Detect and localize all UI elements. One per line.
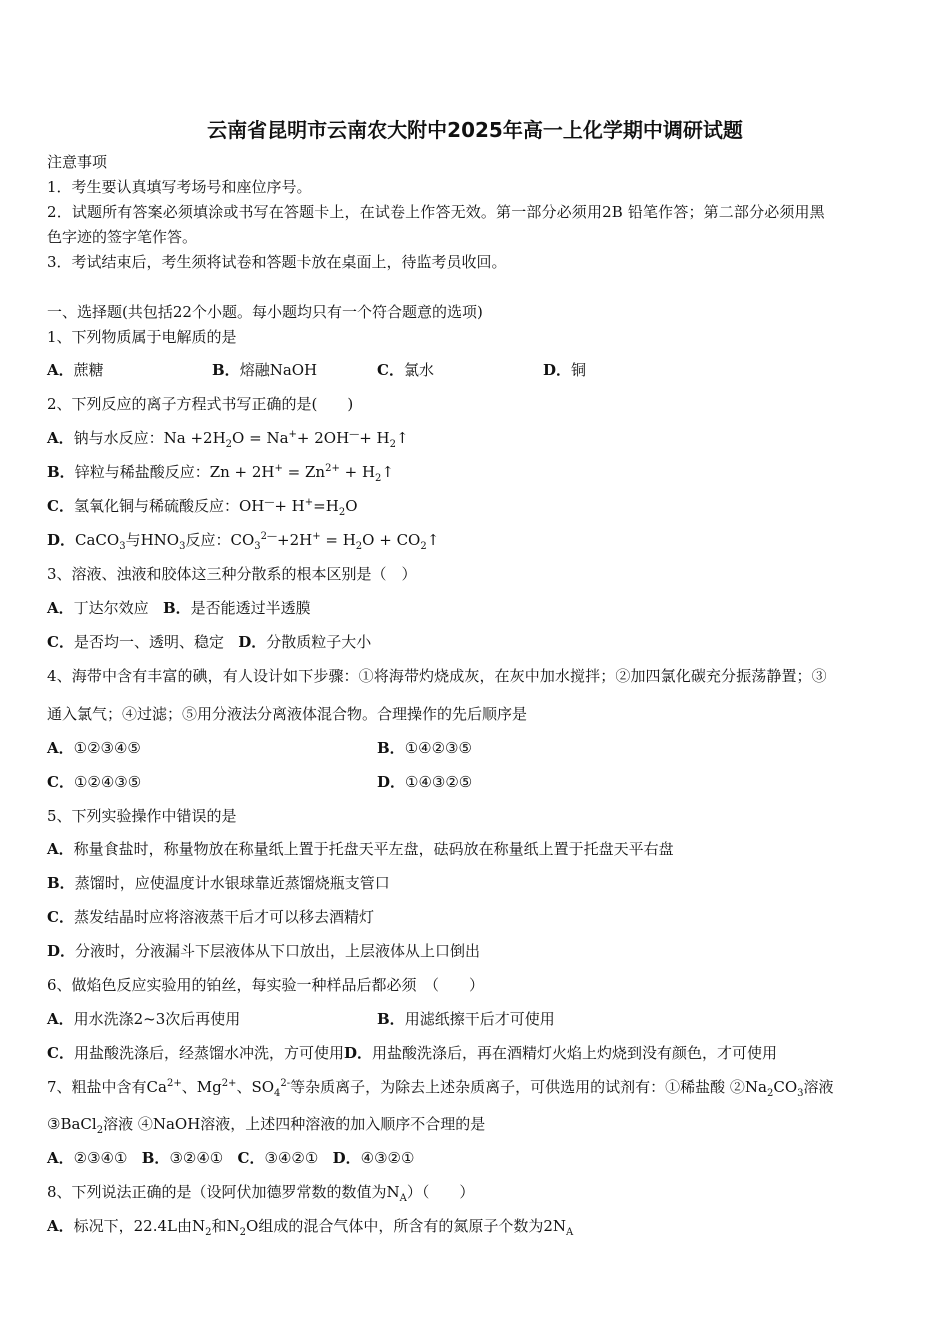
option-label: A． — [47, 739, 74, 757]
option-text: 氯水 — [403, 361, 434, 379]
option-label: D． — [377, 773, 406, 791]
option-c — [377, 360, 434, 380]
formula-part: + H — [359, 429, 390, 447]
option-c — [47, 772, 141, 792]
question-stem: 1、下列物质属于电解质的是 — [47, 328, 237, 346]
option-label: D． — [543, 361, 572, 379]
option-a — [47, 428, 409, 448]
superscript: 2— — [260, 531, 278, 542]
formula-part: O — [345, 497, 358, 515]
stem-part: CO — [773, 1078, 798, 1096]
option-text: ①④②③⑤ — [404, 739, 472, 757]
gas-arrow: ↑ — [426, 531, 440, 549]
option-d — [377, 772, 472, 792]
question-stem — [47, 1182, 474, 1202]
option-text: 用滤纸擦干后才可使用 — [404, 1010, 555, 1028]
option-label: B． — [47, 874, 75, 892]
superscript: — — [349, 429, 360, 440]
notice-item: 色字迹的签字笔作答。 — [47, 228, 198, 246]
option-label: A． — [47, 1149, 74, 1167]
stem-part: 8、下列说法正确的是（设阿伏加德罗常数的数值为N — [47, 1183, 400, 1201]
superscript: + — [288, 429, 297, 440]
subscript: 2 — [389, 439, 396, 450]
option-text: 用水洗涤2~3次后再使用 — [73, 1010, 241, 1028]
subscript: 3 — [179, 541, 186, 552]
gas-arrow: ↑ — [381, 463, 394, 481]
option-label: D． — [47, 942, 76, 960]
subscript: 3 — [254, 541, 261, 552]
option-text: 蔗糖 — [73, 361, 104, 379]
option-label: B． — [377, 739, 405, 757]
question-stem: 通入氯气；④过滤；⑤用分液法分离液体混合物。合理操作的先后顺序是 — [47, 705, 528, 723]
option-c — [47, 496, 358, 516]
option-text: 蒸馏时，应使温度计水银球靠近蒸馏烧瓶支管口 — [74, 874, 390, 892]
option-text: 分液时，分液漏斗下层液体从下口放出，上层液体从上口倒出 — [75, 942, 481, 960]
section-heading: 一、选择题(共包括22个小题。每小题均只有一个符合题意的选项) — [47, 303, 483, 321]
subscript: 2 — [239, 1227, 247, 1238]
subscript: 2 — [420, 541, 427, 552]
subscript: A — [399, 1193, 407, 1204]
option-a — [47, 360, 104, 380]
option-text: CaCO — [75, 531, 120, 549]
stem-part: 等杂质离子，为除去上述杂质离子，可供选用的试剂有：①稀盐酸 ②Na — [290, 1078, 767, 1096]
option-text: 分散质粒子大小 — [266, 633, 372, 651]
stem-part: 溶液 — [803, 1078, 834, 1096]
option-row — [47, 598, 311, 618]
formula-part: O = Na — [232, 429, 289, 447]
option-text: ①②④③⑤ — [73, 773, 142, 791]
notice-item: 1．考生要认真填写考场号和座位序号。 — [47, 178, 312, 196]
subscript: 2 — [375, 473, 382, 484]
superscript: 2+ — [221, 1078, 237, 1089]
option-label: B． — [162, 599, 191, 617]
formula-part: O + CO — [362, 531, 421, 549]
option-label: C． — [47, 497, 74, 515]
formula-part: 与HNO — [125, 531, 180, 549]
superscript: + — [312, 531, 321, 542]
option-label: C． — [47, 773, 74, 791]
subscript: 2 — [338, 507, 346, 518]
option-text: 丁达尔效应 — [73, 599, 149, 617]
stem-part: 、SO — [236, 1078, 275, 1096]
superscript: + — [304, 497, 314, 508]
question-stem: 6、做焰色反应实验用的铂丝，每实验一种样品后都必须 （ ） — [47, 976, 485, 994]
option-row — [47, 632, 371, 652]
question-stem — [47, 1114, 485, 1134]
option-text: ①②③④⑤ — [73, 739, 141, 757]
option-label: A． — [47, 429, 74, 447]
option-c — [47, 907, 374, 927]
option-label: B． — [377, 1010, 405, 1028]
subscript: 2 — [766, 1088, 774, 1099]
option-label: C． — [47, 908, 74, 926]
formula-part: + H — [339, 463, 376, 481]
option-label: C． — [47, 633, 74, 651]
option-text: ①④③②⑤ — [405, 773, 473, 791]
formula-part: = Zn — [282, 463, 326, 481]
question-stem: 4、海带中含有丰富的碘，有人设计如下步骤：①将海带灼烧成灰，在灰中加水搅拌；②加四氯化碳充分振荡静置；③ — [47, 667, 827, 685]
option-text: ②③④① — [73, 1149, 128, 1167]
superscript: 2- — [280, 1078, 291, 1089]
option-row — [47, 1043, 777, 1063]
option-text: 熔融NaOH — [239, 361, 318, 379]
option-label: B． — [47, 463, 75, 481]
option-text: 锌粒与稀盐酸反应：Zn + 2H — [74, 463, 275, 481]
option-text: ③②④① — [169, 1149, 224, 1167]
option-text: 铜 — [571, 361, 587, 379]
stem-part: ）（ ） — [406, 1183, 475, 1201]
option-label: D． — [238, 633, 267, 651]
option-label: A． — [47, 1217, 74, 1235]
option-label: D． — [47, 531, 76, 549]
option-text: 钠与水反应：Na +2H — [73, 429, 226, 447]
option-label: D． — [332, 1149, 361, 1167]
option-label: C． — [237, 1149, 265, 1167]
option-b — [212, 360, 317, 380]
option-a — [47, 1216, 573, 1236]
option-text: 用盐酸洗涤后，再在酒精灯火焰上灼烧到没有颜色，才可使用 — [371, 1044, 777, 1062]
formula-part: = H — [320, 531, 356, 549]
option-text: ③④②① — [264, 1149, 319, 1167]
subscript: 3 — [119, 541, 126, 552]
option-label: B． — [141, 1149, 170, 1167]
subscript: 2 — [96, 1125, 104, 1136]
stem-part: 7、粗盐中含有Ca — [47, 1078, 167, 1096]
option-d — [543, 360, 586, 380]
option-label: C． — [47, 1044, 74, 1062]
option-text: O组成的混合气体中，所含有的氮原子个数为2N — [246, 1217, 566, 1235]
notice-heading: 注意事项 — [47, 153, 108, 171]
option-text: 和N — [211, 1217, 240, 1235]
formula-part: + H — [274, 497, 305, 515]
option-row — [47, 1148, 414, 1168]
option-label: D． — [343, 1044, 372, 1062]
option-label: B． — [212, 361, 240, 379]
option-text: 用盐酸洗涤后，经蒸馏水冲洗，方可使用 — [73, 1044, 344, 1062]
subscript: 4 — [274, 1088, 281, 1099]
option-label: A． — [47, 599, 74, 617]
superscript: 2+ — [166, 1078, 182, 1089]
formula-part: + 2OH — [296, 429, 350, 447]
subscript: 2 — [225, 439, 233, 450]
option-b — [377, 738, 472, 758]
option-text: ④③②① — [360, 1149, 415, 1167]
superscript: — — [264, 497, 275, 508]
subscript: 2 — [205, 1227, 212, 1238]
question-stem — [47, 1077, 834, 1097]
option-b — [47, 873, 390, 893]
option-text: 是否均一、透明、稳定 — [73, 633, 224, 651]
notice-item: 2．试题所有答案必须填涂或书写在答题卡上，在试卷上作答无效。第一部分必须用2B 铅笔作答；第二部分必须用黑 — [47, 203, 825, 221]
option-d — [47, 530, 439, 550]
option-text: 氢氧化铜与稀硫酸反应：OH — [73, 497, 265, 515]
stem-part: 溶液 ④NaOH溶液，上述四种溶液的加入顺序不合理的是 — [103, 1115, 486, 1133]
option-label: C． — [377, 361, 404, 379]
question-stem: 2、下列反应的离子方程式书写正确的是( ) — [47, 395, 354, 413]
option-text: 称量食盐时，称量物放在称量纸上置于托盘天平左盘，砝码放在称量纸上置于托盘天平右盘 — [73, 840, 674, 858]
option-text: 是否能透过半透膜 — [190, 599, 311, 617]
option-label: A． — [47, 361, 74, 379]
option-b — [377, 1009, 555, 1029]
formula-part: 反应：CO — [185, 531, 255, 549]
gas-arrow: ↑ — [395, 429, 409, 447]
formula-part: +2H — [277, 531, 313, 549]
stem-part: ③BaCl — [47, 1115, 97, 1133]
question-stem: 5、下列实验操作中错误的是 — [47, 807, 237, 825]
option-a — [47, 738, 141, 758]
superscript: + — [274, 463, 283, 474]
option-text: 蒸发结晶时应将溶液蒸干后才可以移去酒精灯 — [73, 908, 374, 926]
formula-part: =H — [313, 497, 339, 515]
subscript: 2 — [355, 541, 363, 552]
subscript: A — [566, 1227, 574, 1238]
notice-item: 3．考试结束后，考生须将试卷和答题卡放在桌面上，待监考员收回。 — [47, 253, 507, 271]
subscript: 3 — [797, 1088, 804, 1099]
option-d — [47, 941, 480, 961]
option-text: 标况下，22.4L由N — [73, 1217, 206, 1235]
stem-part: 、Mg — [181, 1078, 222, 1096]
superscript: 2+ — [325, 463, 340, 474]
option-a — [47, 839, 674, 859]
page-title: 云南省昆明市云南农大附中2025年高一上化学期中调研试题 — [207, 118, 743, 142]
option-b — [47, 462, 394, 482]
option-label: A． — [47, 1010, 74, 1028]
question-stem: 3、溶液、浊液和胶体这三种分散系的根本区别是（ ） — [47, 565, 417, 583]
option-label: A． — [47, 840, 74, 858]
option-a — [47, 1009, 240, 1029]
